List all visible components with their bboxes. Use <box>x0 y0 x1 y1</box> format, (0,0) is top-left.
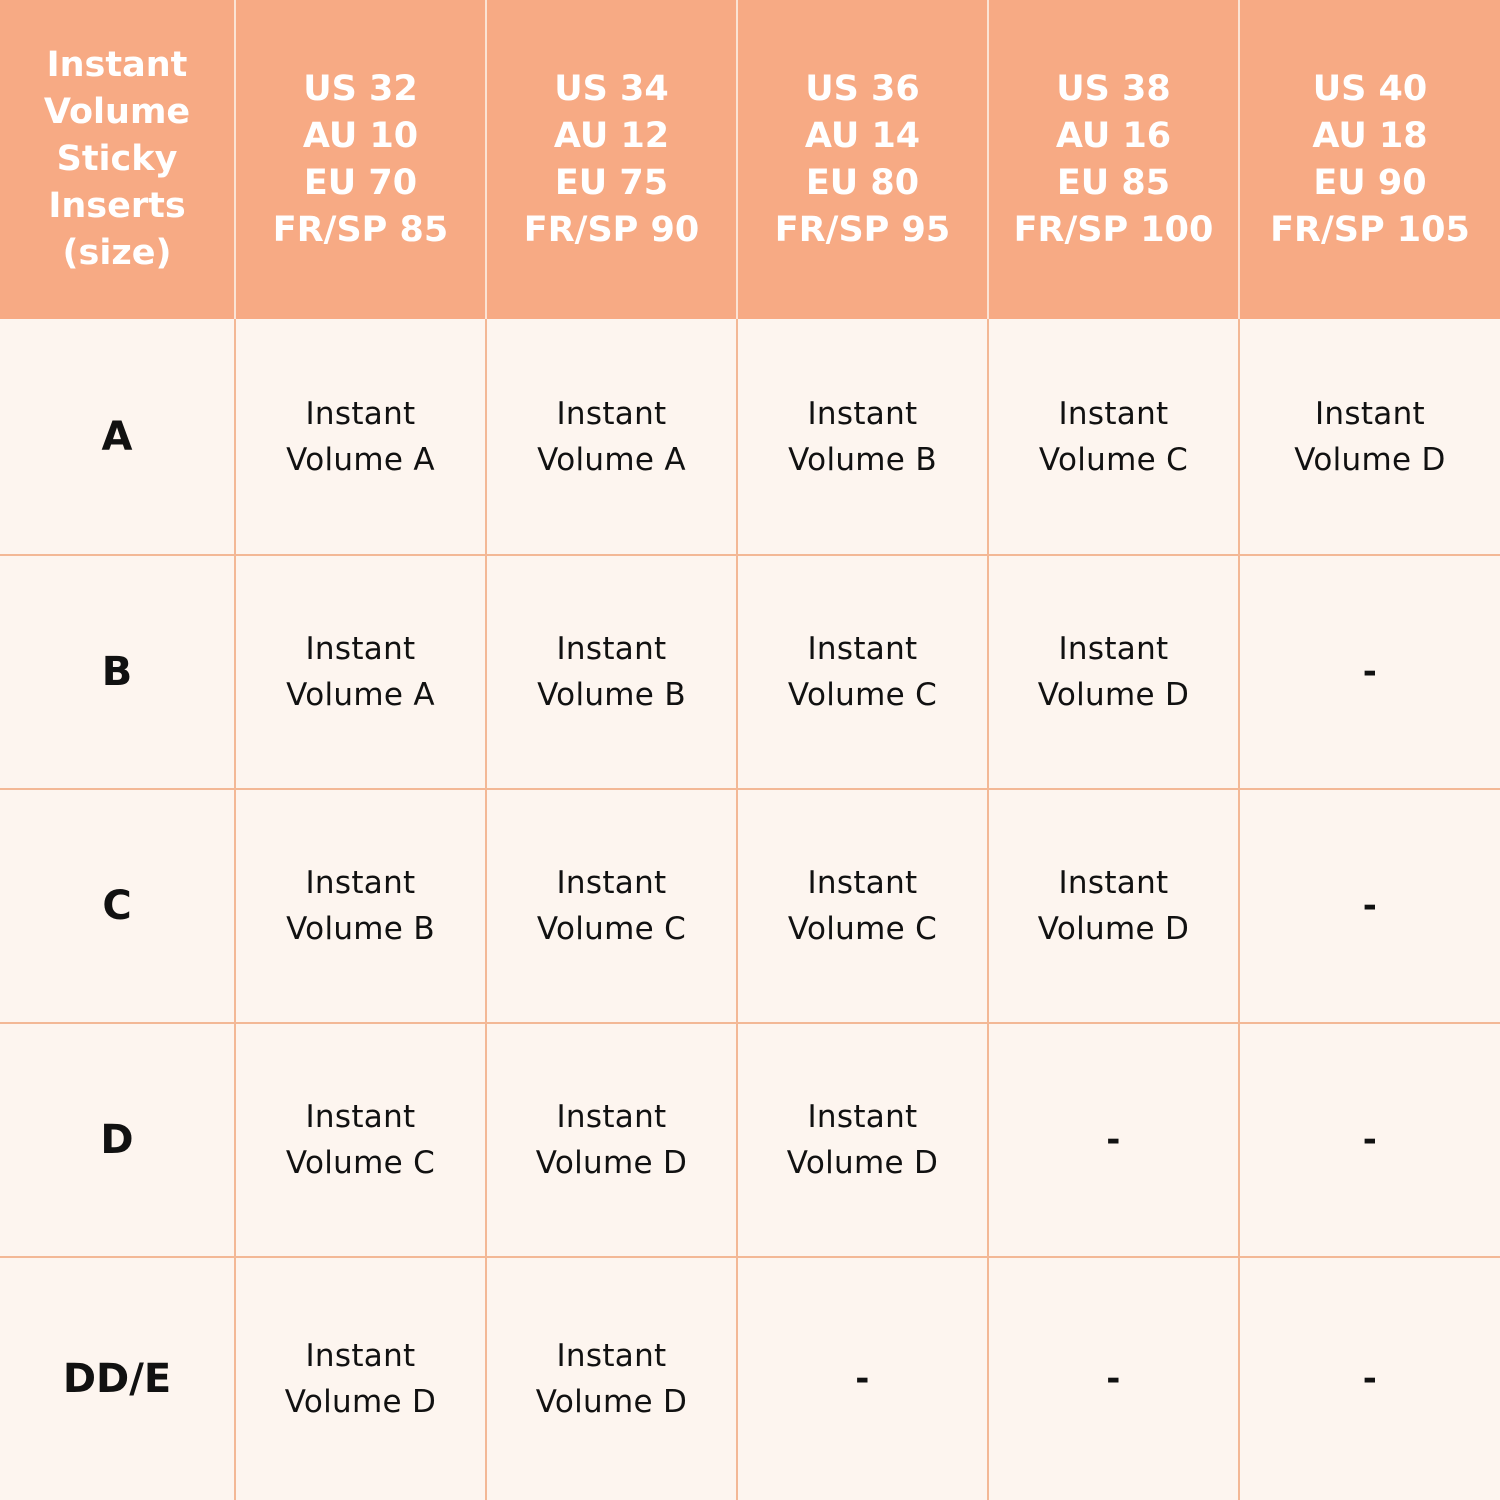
table-cell: - <box>1240 556 1500 790</box>
table-cell: - <box>1240 1024 1500 1258</box>
table-cell: Instant Volume C <box>487 790 738 1024</box>
column-header-us32: US 32 AU 10 EU 70 FR/SP 85 <box>236 0 487 319</box>
table-cell: Instant Volume B <box>487 556 738 790</box>
table-cell: Instant Volume A <box>236 319 487 556</box>
table-cell: - <box>989 1024 1240 1258</box>
table-cell: Instant Volume D <box>989 790 1240 1024</box>
table-cell: - <box>1240 790 1500 1024</box>
table-cell: - <box>989 1258 1240 1500</box>
table-cell: Instant Volume B <box>738 319 989 556</box>
table-cell: Instant Volume D <box>236 1258 487 1500</box>
table-cell: Instant Volume C <box>236 1024 487 1258</box>
row-label-dd-e: DD/E <box>0 1258 236 1500</box>
column-header-us36: US 36 AU 14 EU 80 FR/SP 95 <box>738 0 989 319</box>
table-cell: Instant Volume C <box>738 556 989 790</box>
row-label-a: A <box>0 319 236 556</box>
table-cell: Instant Volume D <box>487 1024 738 1258</box>
table-cell: Instant Volume B <box>236 790 487 1024</box>
table-cell: - <box>1240 1258 1500 1500</box>
row-label-d: D <box>0 1024 236 1258</box>
table-cell: Instant Volume A <box>236 556 487 790</box>
corner-header: Instant Volume Sticky Inserts (size) <box>0 0 236 319</box>
table-cell: Instant Volume D <box>989 556 1240 790</box>
column-header-us34: US 34 AU 12 EU 75 FR/SP 90 <box>487 0 738 319</box>
table-cell: Instant Volume A <box>487 319 738 556</box>
table-cell: Instant Volume D <box>487 1258 738 1500</box>
column-header-us40: US 40 AU 18 EU 90 FR/SP 105 <box>1240 0 1500 319</box>
column-header-us38: US 38 AU 16 EU 85 FR/SP 100 <box>989 0 1240 319</box>
row-label-c: C <box>0 790 236 1024</box>
table-cell: Instant Volume D <box>738 1024 989 1258</box>
table-cell: Instant Volume D <box>1240 319 1500 556</box>
table-cell: Instant Volume C <box>738 790 989 1024</box>
row-label-b: B <box>0 556 236 790</box>
table-cell: Instant Volume C <box>989 319 1240 556</box>
table-cell: - <box>738 1258 989 1500</box>
